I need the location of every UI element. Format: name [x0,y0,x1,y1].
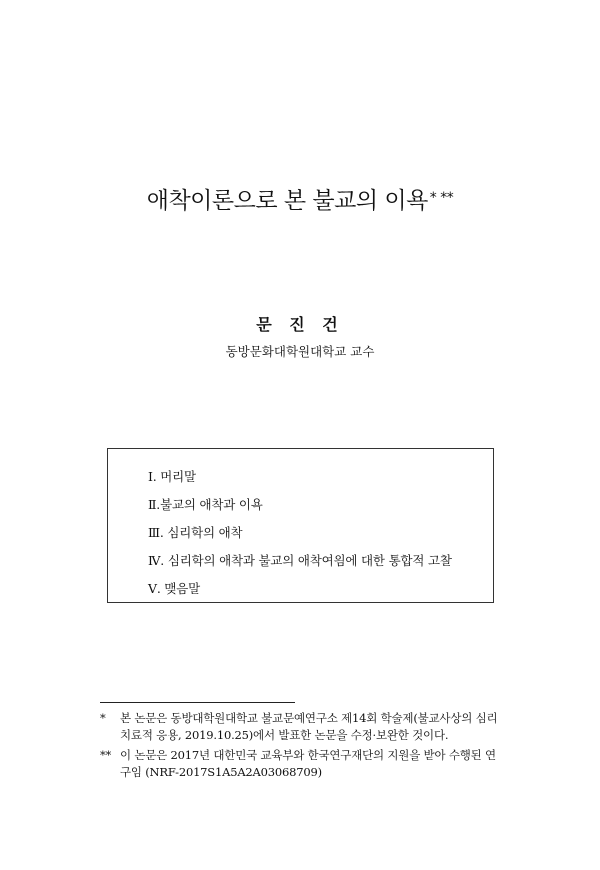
table-of-contents [107,448,494,603]
toc-item: Ⅰ. 머리말 [148,469,196,484]
author-name: 문 진 건 [256,315,344,334]
toc-item: Ⅲ. 심리학의 애착 [148,525,243,540]
footnote-mark: ** [100,748,112,762]
footnote-divider [100,702,295,703]
footnote-text: 본 논문은 동방대학원대학교 불교문예연구소 제14회 학술제(불교사상의 심리치료적 응용, 2019.10.25)에서 발표한 논문을 수정·보완한 것이다. [120,711,498,742]
footnote [100,710,500,744]
toc-item: Ⅱ.불교의 애착과 이욕 [148,497,263,512]
toc-item: Ⅴ. 맺음말 [148,581,200,596]
paper-title [0,182,600,215]
footnote [100,747,500,781]
title-text: 애착이론으로 본 불교의 이욕 [146,188,428,214]
footnote-text: 이 논문은 2017년 대한민국 교육부와 한국연구재단의 지원을 받아 수행된 연구임 (NRF-2017S1A5A2A03068709) [120,748,496,779]
author-affiliation: 동방문화대학원대학교 교수 [225,344,375,359]
footnote-mark: * [100,711,106,725]
title-footnote-marks: * ** [429,190,454,206]
toc-item: Ⅳ. 심리학의 애착과 불교의 애착여읨에 대한 통합적 고찰 [148,553,452,568]
